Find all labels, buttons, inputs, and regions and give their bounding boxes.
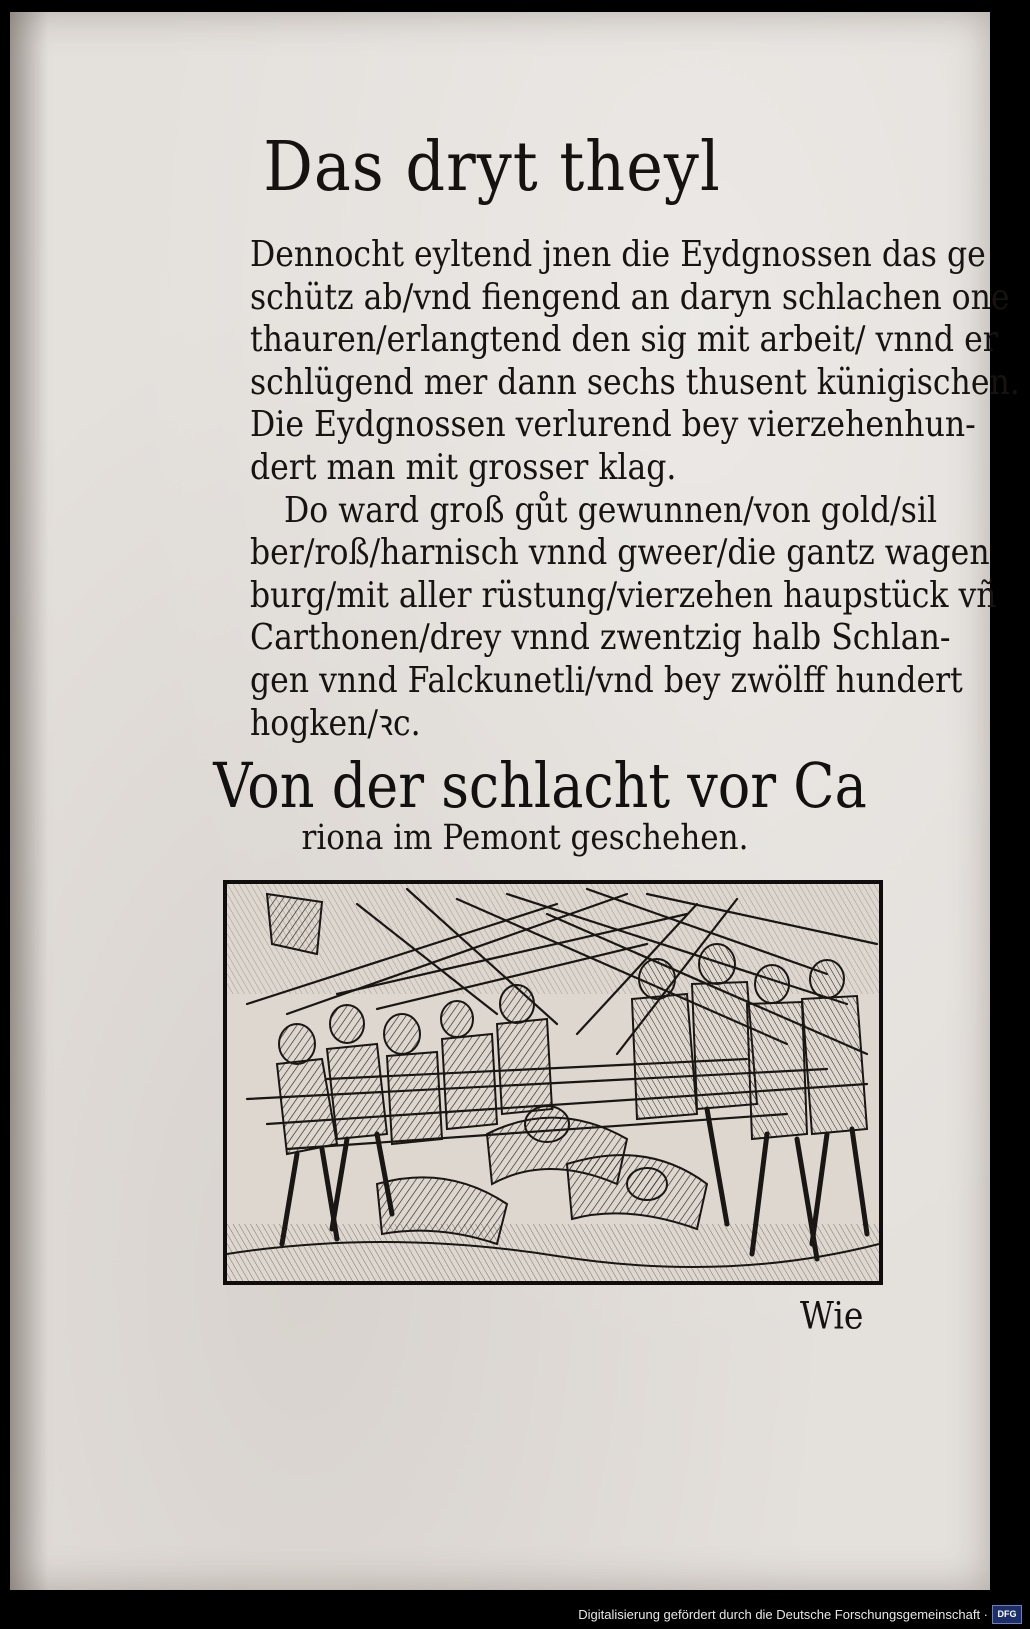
text-line: gen vnnd Falckunetli/vnd bey zwölff hundert [250,660,963,702]
text-line: Do ward groß gůt gewunnen/von gold/sil [284,490,938,531]
text-line: Dennocht eyltend jnen die Eydgnossen das ge [250,234,986,276]
section-subtitle: riona im Pemont geschehen. [301,817,749,859]
gutter-shadow [10,12,48,1590]
text-line: hogken/ꝛc. [250,703,421,744]
woodcut-illustration-icon [227,884,879,1281]
text-line: Die Eydgnossen verlurend bey vierzehenhun- [250,405,976,446]
dfg-logo-icon: DFG [992,1605,1022,1624]
body-text [250,234,1020,745]
catchword: Wie [800,1293,864,1338]
text-line: schlügend mer dann sechs thusent künigischen. [250,362,1020,403]
book-page [10,12,1020,1590]
text-line: thauren/erlangtend den sig mit arbeit/ vnnd er [250,319,998,361]
battle-scene-woodcut [223,880,883,1285]
running-head: Das dryt theyl [263,126,721,207]
text-line: schütz ab/vnd fiengend an daryn schlachen one [250,277,1010,318]
text-line: Carthonen/drey vnnd zwentzig halb Schlan- [250,618,951,659]
text-line: burg/mit aller rüstung/vierzehen haupstück vñ [250,575,997,616]
section-title: Von der schlacht vor Ca [213,749,867,822]
text-line: dert man mit grosser klag. [250,447,677,489]
footer-credit: Digitalisierung gefördert durch die Deutsche Forschungsgemeinschaft · [578,1607,988,1622]
paragraph-2 [250,490,997,746]
text-line: ber/roß/harnisch vnnd gweer/die gantz wagen [250,532,990,574]
paragraph-1 [250,234,1020,490]
